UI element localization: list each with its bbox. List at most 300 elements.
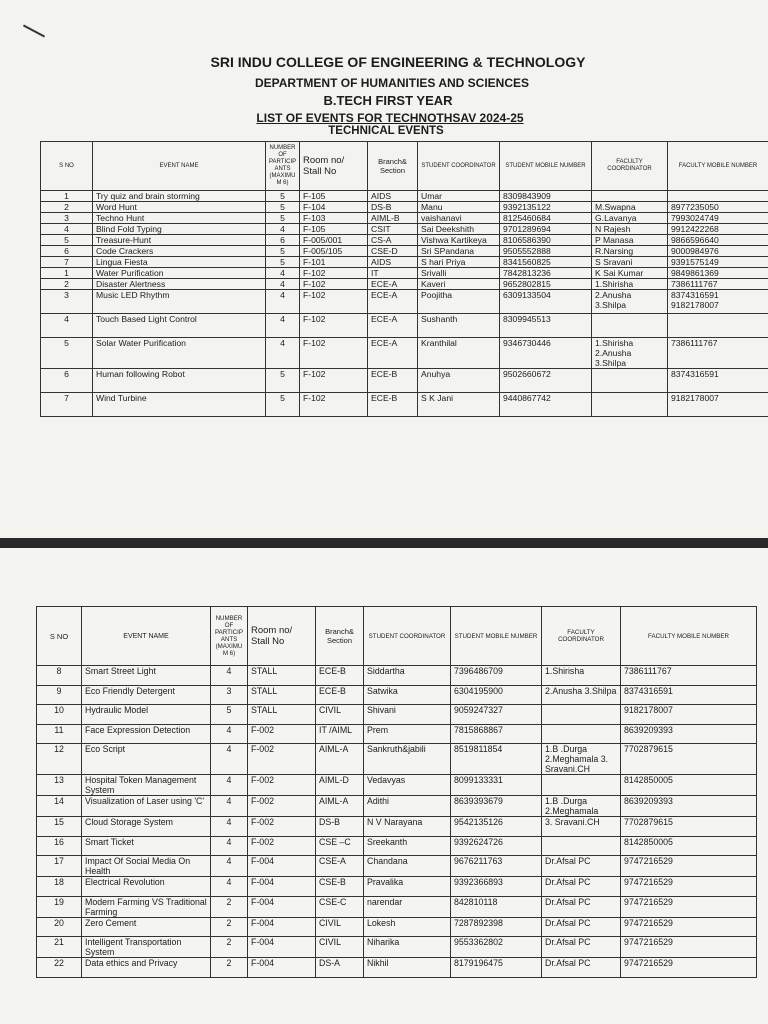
cell-faculty: 3. Sravani.CH (542, 817, 621, 837)
cell-fmob: 9182178007 (621, 705, 757, 725)
col-event: EVENT NAME (93, 142, 266, 191)
cell-event: Touch Based Light Control (93, 314, 266, 338)
cell-sno: 2 (41, 202, 93, 213)
cell-room: F-103 (300, 213, 368, 224)
table-row (37, 836, 757, 856)
col-sno: S NO (41, 142, 93, 191)
cell-room: F-004 (248, 917, 316, 937)
cell-fmob (668, 314, 768, 338)
col-room: Room no/ Stall No (300, 142, 368, 191)
cell-student: narendar (364, 896, 451, 917)
col-student-coordinator: STUDENT COORDINATOR (364, 607, 451, 666)
cell-num: 2 (211, 896, 248, 917)
cell-sno: 12 (37, 744, 82, 775)
col-branch: Branch& Section (316, 607, 364, 666)
table-row (37, 666, 757, 686)
cell-event: Intelligent Transportation System (82, 937, 211, 958)
cell-faculty (592, 191, 668, 202)
cell-sno: 7 (41, 393, 93, 417)
cell-student: Sreekanth (364, 836, 451, 856)
cell-smob: 9676211763 (451, 856, 542, 877)
year-title: B.TECH FIRST YEAR (323, 93, 453, 108)
cell-fmob (668, 191, 768, 202)
cell-student: Satwika (364, 685, 451, 705)
cell-event: Impact Of Social Media On Health (82, 856, 211, 877)
cell-event: Music LED Rhythm (93, 290, 266, 314)
cell-event: Disaster Alertness (93, 279, 266, 290)
cell-student: Nikhil (364, 958, 451, 978)
cell-branch: CIVIL (316, 937, 364, 958)
cell-student: S K Jani (418, 393, 500, 417)
cell-smob: 9440867742 (500, 393, 592, 417)
col-sno: S NO (37, 607, 82, 666)
cell-student: S hari Priya (418, 257, 500, 268)
college-name: SRI INDU COLLEGE OF ENGINEERING & TECHNOLOGY (210, 54, 586, 70)
page-gap (0, 538, 768, 548)
table-row (41, 257, 768, 268)
cell-branch: ECE-B (368, 393, 418, 417)
cell-room: F-102 (300, 369, 368, 393)
cell-smob: 9542135126 (451, 817, 542, 837)
cell-sno: 9 (37, 685, 82, 705)
cell-smob: 842810118 (451, 896, 542, 917)
cell-student: Poojitha (418, 290, 500, 314)
cell-faculty (592, 369, 668, 393)
col-room: Room no/ Stall No (248, 607, 316, 666)
cell-event: Try quiz and brain storming (93, 191, 266, 202)
cell-num: 4 (266, 224, 300, 235)
cell-faculty (592, 314, 668, 338)
cell-smob: 9553362802 (451, 937, 542, 958)
cell-faculty (542, 724, 621, 744)
cell-sno: 11 (37, 724, 82, 744)
cell-event: Treasure-Hunt (93, 235, 266, 246)
cell-room: F-004 (248, 896, 316, 917)
cell-sno: 2 (41, 279, 93, 290)
table-row (41, 290, 768, 314)
cell-event: Techno Hunt (93, 213, 266, 224)
cell-smob: 8341560825 (500, 257, 592, 268)
cell-smob: 9502660672 (500, 369, 592, 393)
cell-num: 4 (211, 775, 248, 796)
cell-smob: 9059247327 (451, 705, 542, 725)
cell-smob: 8639393679 (451, 796, 542, 817)
cell-student: Niharika (364, 937, 451, 958)
cell-faculty: 1.Shirisha (592, 279, 668, 290)
cell-fmob: 9391575149 (668, 257, 768, 268)
cell-event: Lingua Fiesta (93, 257, 266, 268)
cell-faculty: 1.B .Durga 2.Meghamala (542, 796, 621, 817)
cell-fmob: 9849861369 (668, 268, 768, 279)
cell-faculty: R.Narsing (592, 246, 668, 257)
cell-fmob: 8639209393 (621, 796, 757, 817)
cell-fmob: 9000984976 (668, 246, 768, 257)
cell-fmob: 7702879615 (621, 744, 757, 775)
cell-num: 4 (211, 724, 248, 744)
cell-num: 6 (266, 235, 300, 246)
cell-num: 4 (211, 666, 248, 686)
cell-num: 4 (266, 290, 300, 314)
cell-fmob: 9747216529 (621, 917, 757, 937)
cell-faculty: 1.Shirisha 2.Anusha 3.Shilpa (592, 338, 668, 369)
table-row (41, 369, 768, 393)
cell-sno: 6 (41, 246, 93, 257)
cell-smob: 8179196475 (451, 958, 542, 978)
col-student-mobile: STUDENT MOBILE NUMBER (451, 607, 542, 666)
cell-sno: 20 (37, 917, 82, 937)
cell-num: 5 (266, 257, 300, 268)
cell-room: F-102 (300, 338, 368, 369)
table-row (41, 235, 768, 246)
cell-smob: 8106586390 (500, 235, 592, 246)
cell-event: Face Expression Detection (82, 724, 211, 744)
cell-branch: AIML-B (368, 213, 418, 224)
cell-student: Sai Deekshith (418, 224, 500, 235)
cell-branch: CIVIL (316, 705, 364, 725)
cell-smob: 8519811854 (451, 744, 542, 775)
cell-num: 5 (266, 191, 300, 202)
cell-branch: CSE-D (368, 246, 418, 257)
cell-room: F-004 (248, 958, 316, 978)
cell-sno: 7 (41, 257, 93, 268)
cell-event: Modern Farming VS Traditional Farming (82, 896, 211, 917)
cell-fmob: 8142850005 (621, 836, 757, 856)
cell-num: 4 (266, 338, 300, 369)
cell-faculty: Dr.Afsal PC (542, 877, 621, 897)
cell-fmob: 8142850005 (621, 775, 757, 796)
cell-event: Code Crackers (93, 246, 266, 257)
cell-event: Visualization of Laser using 'C' (82, 796, 211, 817)
cell-faculty (542, 705, 621, 725)
cell-smob: 7842813236 (500, 268, 592, 279)
col-faculty-coordinator: FACULTY COORDINATOR (542, 607, 621, 666)
cell-branch: AIML-A (316, 796, 364, 817)
cell-event: Wind Turbine (93, 393, 266, 417)
cell-smob: 9652802815 (500, 279, 592, 290)
col-faculty-mobile: FACULTY MOBILE NUMBER (621, 607, 757, 666)
cell-smob: 9701289694 (500, 224, 592, 235)
table-row (41, 314, 768, 338)
table-row (41, 393, 768, 417)
cell-faculty: M.Swapna (592, 202, 668, 213)
cell-fmob: 7702879615 (621, 817, 757, 837)
cell-room: F-002 (248, 817, 316, 837)
cell-smob: 9346730446 (500, 338, 592, 369)
pen-mark (23, 24, 45, 37)
cell-branch: AIDS (368, 191, 418, 202)
table-row (41, 268, 768, 279)
cell-room: F-002 (248, 724, 316, 744)
cell-room: F-005/105 (300, 246, 368, 257)
cell-smob: 6309133504 (500, 290, 592, 314)
cell-faculty: Dr.Afsal PC (542, 856, 621, 877)
cell-branch: DS-A (316, 958, 364, 978)
cell-faculty (542, 775, 621, 796)
cell-faculty (542, 836, 621, 856)
table-row (37, 937, 757, 958)
cell-sno: 21 (37, 937, 82, 958)
cell-branch: AIDS (368, 257, 418, 268)
cell-num: 4 (211, 796, 248, 817)
cell-fmob: 9747216529 (621, 937, 757, 958)
cell-event: Word Hunt (93, 202, 266, 213)
table-row (37, 856, 757, 877)
cell-num: 4 (266, 314, 300, 338)
cell-sno: 8 (37, 666, 82, 686)
cell-faculty: G.Lavanya (592, 213, 668, 224)
table-row (37, 724, 757, 744)
cell-num: 5 (266, 246, 300, 257)
table-row (37, 685, 757, 705)
cell-faculty: Dr.Afsal PC (542, 958, 621, 978)
cell-sno: 18 (37, 877, 82, 897)
cell-sno: 6 (41, 369, 93, 393)
cell-branch: ECE-B (368, 369, 418, 393)
cell-student: Manu (418, 202, 500, 213)
section-title: TECHNICAL EVENTS (328, 125, 444, 137)
cell-faculty: K Sai Kumar (592, 268, 668, 279)
cell-fmob: 8374316591 9182178007 (668, 290, 768, 314)
col-branch: Branch& Section (368, 142, 418, 191)
cell-branch: ECE-A (368, 290, 418, 314)
cell-event: Cloud Storage System (82, 817, 211, 837)
cell-student: Kaveri (418, 279, 500, 290)
cell-faculty: 2.Anusha 3.Shilpa (542, 685, 621, 705)
table-row (37, 917, 757, 937)
table-row (37, 705, 757, 725)
table-header-row (41, 142, 768, 191)
cell-sno: 4 (41, 314, 93, 338)
table-row (41, 246, 768, 257)
cell-smob: 8309843909 (500, 191, 592, 202)
cell-branch: IT /AIML (316, 724, 364, 744)
cell-faculty (592, 393, 668, 417)
table-row (41, 224, 768, 235)
cell-student: Shivani (364, 705, 451, 725)
cell-student: Vishwa Kartikeya (418, 235, 500, 246)
cell-num: 2 (211, 917, 248, 937)
department-name: DEPARTMENT OF HUMANITIES AND SCIENCES (254, 76, 529, 90)
cell-room: F-002 (248, 836, 316, 856)
cell-fmob: 9182178007 (668, 393, 768, 417)
cell-branch: CS-A (368, 235, 418, 246)
table-row (37, 817, 757, 837)
table-row (37, 796, 757, 817)
cell-smob: 9392624726 (451, 836, 542, 856)
cell-num: 4 (211, 817, 248, 837)
cell-branch: CSE –C (316, 836, 364, 856)
cell-room: F-004 (248, 856, 316, 877)
cell-room: F-102 (300, 314, 368, 338)
cell-event: Hydraulic Model (82, 705, 211, 725)
cell-student: N V Narayana (364, 817, 451, 837)
table-row (41, 191, 768, 202)
cell-sno: 5 (41, 235, 93, 246)
cell-sno: 1 (41, 268, 93, 279)
cell-fmob: 7386111767 (668, 279, 768, 290)
table-row (41, 213, 768, 224)
cell-event: Zero Cement (82, 917, 211, 937)
cell-fmob: 9747216529 (621, 958, 757, 978)
cell-room: STALL (248, 666, 316, 686)
table-row (41, 202, 768, 213)
cell-student: Prem (364, 724, 451, 744)
cell-smob: 7815868867 (451, 724, 542, 744)
cell-num: 5 (266, 202, 300, 213)
page-bottom-sheet (0, 548, 768, 1024)
cell-fmob: 9747216529 (621, 856, 757, 877)
cell-event: Blind Fold Typing (93, 224, 266, 235)
cell-room: F-004 (248, 937, 316, 958)
cell-room: F-004 (248, 877, 316, 897)
cell-num: 2 (211, 958, 248, 978)
cell-room: F-002 (248, 796, 316, 817)
cell-branch: CIVIL (316, 917, 364, 937)
cell-smob: 9392135122 (500, 202, 592, 213)
cell-smob: 6304195900 (451, 685, 542, 705)
cell-sno: 15 (37, 817, 82, 837)
events-table-1 (40, 141, 768, 417)
cell-faculty: Dr.Afsal PC (542, 937, 621, 958)
table-row (37, 877, 757, 897)
cell-room: F-104 (300, 202, 368, 213)
cell-room: F-002 (248, 744, 316, 775)
cell-fmob: 9912422268 (668, 224, 768, 235)
cell-num: 4 (211, 856, 248, 877)
cell-num: 5 (266, 369, 300, 393)
cell-event: Smart Street Light (82, 666, 211, 686)
cell-sno: 5 (41, 338, 93, 369)
cell-room: F-102 (300, 393, 368, 417)
cell-sno: 19 (37, 896, 82, 917)
cell-branch: ECE-A (368, 338, 418, 369)
cell-room: F-102 (300, 290, 368, 314)
cell-branch: CSE-B (316, 877, 364, 897)
cell-room: F-105 (300, 224, 368, 235)
cell-student: Adithi (364, 796, 451, 817)
col-student-coordinator: STUDENT COORDINATOR (418, 142, 500, 191)
cell-room: F-102 (300, 279, 368, 290)
cell-num: 4 (266, 279, 300, 290)
cell-faculty: 2.Anusha 3.Shilpa (592, 290, 668, 314)
cell-num: 4 (266, 268, 300, 279)
events-table-2 (36, 606, 757, 978)
cell-fmob: 8374316591 (668, 369, 768, 393)
cell-sno: 14 (37, 796, 82, 817)
cell-room: F-005/001 (300, 235, 368, 246)
cell-fmob: 7386111767 (668, 338, 768, 369)
cell-branch: CSIT (368, 224, 418, 235)
cell-fmob: 7993024749 (668, 213, 768, 224)
table-row (37, 896, 757, 917)
cell-student: Lokesh (364, 917, 451, 937)
cell-room: STALL (248, 705, 316, 725)
cell-event: Hospital Token Management System (82, 775, 211, 796)
cell-fmob: 8977235050 (668, 202, 768, 213)
cell-branch: AIML-A (316, 744, 364, 775)
cell-sno: 4 (41, 224, 93, 235)
cell-fmob: 8639209393 (621, 724, 757, 744)
cell-faculty: 1.B .Durga 2.Meghamala 3. Sravani.CH (542, 744, 621, 775)
table-row (37, 775, 757, 796)
col-event: EVENT NAME (82, 607, 211, 666)
table-row (37, 958, 757, 978)
cell-event: Smart Ticket (82, 836, 211, 856)
cell-sno: 1 (41, 191, 93, 202)
cell-student: Sankruth&jabili (364, 744, 451, 775)
cell-smob: 8309945513 (500, 314, 592, 338)
cell-student: Kranthilal (418, 338, 500, 369)
cell-sno: 10 (37, 705, 82, 725)
cell-sno: 13 (37, 775, 82, 796)
cell-branch: DS-B (316, 817, 364, 837)
col-participants: NUMBER OF PARTICIP ANTS (MAXIMU M 6) (266, 142, 300, 191)
cell-smob: 9505552888 (500, 246, 592, 257)
cell-room: F-101 (300, 257, 368, 268)
cell-fmob: 9866596640 (668, 235, 768, 246)
cell-smob: 7396486709 (451, 666, 542, 686)
list-title: LIST OF EVENTS FOR TECHNOTHSAV 2024-25 (256, 111, 524, 125)
cell-event: Solar Water Purification (93, 338, 266, 369)
cell-faculty: 1.Shirisha (542, 666, 621, 686)
cell-branch: ECE-A (368, 314, 418, 338)
cell-student: Siddartha (364, 666, 451, 686)
cell-fmob: 9747216529 (621, 877, 757, 897)
cell-event: Eco Friendly Detergent (82, 685, 211, 705)
cell-faculty: S Sravani (592, 257, 668, 268)
cell-event: Water Purification (93, 268, 266, 279)
cell-num: 2 (211, 937, 248, 958)
cell-sno: 22 (37, 958, 82, 978)
cell-smob: 8099133331 (451, 775, 542, 796)
cell-branch: ECE-B (316, 685, 364, 705)
cell-branch: IT (368, 268, 418, 279)
table-row (41, 279, 768, 290)
cell-branch: ECE-B (316, 666, 364, 686)
cell-fmob: 9747216529 (621, 896, 757, 917)
cell-student: Sri SPandana (418, 246, 500, 257)
cell-room: F-105 (300, 191, 368, 202)
cell-num: 4 (211, 836, 248, 856)
cell-sno: 17 (37, 856, 82, 877)
cell-smob: 9392366893 (451, 877, 542, 897)
cell-room: STALL (248, 685, 316, 705)
cell-branch: CSE-A (316, 856, 364, 877)
cell-faculty: N Rajesh (592, 224, 668, 235)
table-row (37, 744, 757, 775)
cell-branch: ECE-A (368, 279, 418, 290)
col-faculty-mobile: FACULTY MOBILE NUMBER (668, 142, 768, 191)
col-participants: NUMBER OF PARTICIP ANTS (MAXIMU M 6) (211, 607, 248, 666)
cell-num: 5 (266, 393, 300, 417)
cell-branch: AIML-D (316, 775, 364, 796)
cell-smob: 7287892398 (451, 917, 542, 937)
cell-num: 4 (211, 877, 248, 897)
cell-room: F-002 (248, 775, 316, 796)
cell-student: Pravalika (364, 877, 451, 897)
cell-branch: DS-B (368, 202, 418, 213)
cell-event: Data ethics and Privacy (82, 958, 211, 978)
cell-sno: 16 (37, 836, 82, 856)
cell-student: Umar (418, 191, 500, 202)
cell-student: Vedavyas (364, 775, 451, 796)
col-student-mobile: STUDENT MOBILE NUMBER (500, 142, 592, 191)
table-header-row (37, 607, 757, 666)
cell-faculty: Dr.Afsal PC (542, 896, 621, 917)
cell-room: F-102 (300, 268, 368, 279)
cell-fmob: 8374316591 (621, 685, 757, 705)
cell-student: Anuhya (418, 369, 500, 393)
